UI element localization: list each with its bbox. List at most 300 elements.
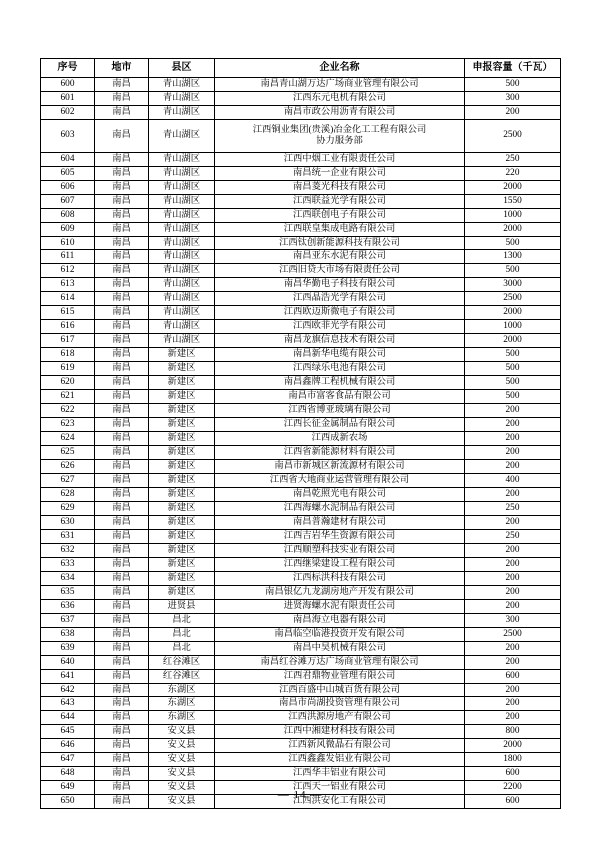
- cell-seq: 633: [41, 557, 95, 571]
- cell-city: 南昌: [95, 697, 149, 711]
- cell-seq: 639: [41, 641, 95, 655]
- cell-district: 新建区: [149, 543, 215, 557]
- cell-enterprise-name: 南昌菱光科技有限公司: [215, 180, 465, 194]
- cell-city: 南昌: [95, 739, 149, 753]
- cell-district: 新建区: [149, 571, 215, 585]
- table-row: [41, 180, 561, 194]
- cell-district: 青山湖区: [149, 105, 215, 119]
- cell-seq: 625: [41, 446, 95, 460]
- table-row: [41, 767, 561, 781]
- cell-district: 红谷滩区: [149, 669, 215, 683]
- table-row: [41, 348, 561, 362]
- table-row: [41, 119, 561, 152]
- column-header-city: 地市: [95, 59, 149, 78]
- cell-city: 南昌: [95, 725, 149, 739]
- cell-district: 昌北: [149, 627, 215, 641]
- cell-enterprise-name: 江西中湘建材科技有限公司: [215, 725, 465, 739]
- cell-seq: 615: [41, 306, 95, 320]
- cell-city: 南昌: [95, 77, 149, 91]
- cell-declared-capacity: 200: [465, 585, 561, 599]
- table-row: [41, 105, 561, 119]
- cell-city: 南昌: [95, 390, 149, 404]
- cell-district: 新建区: [149, 515, 215, 529]
- cell-district: 青山湖区: [149, 208, 215, 222]
- cell-district: 青山湖区: [149, 119, 215, 152]
- cell-declared-capacity: 200: [465, 683, 561, 697]
- cell-enterprise-name: 南昌普瀚建材有限公司: [215, 515, 465, 529]
- cell-district: 青山湖区: [149, 250, 215, 264]
- table-row: [41, 446, 561, 460]
- cell-seq: 610: [41, 236, 95, 250]
- cell-district: 新建区: [149, 446, 215, 460]
- cell-seq: 648: [41, 767, 95, 781]
- cell-seq: 650: [41, 795, 95, 809]
- cell-city: 南昌: [95, 781, 149, 795]
- cell-declared-capacity: 500: [465, 264, 561, 278]
- cell-seq: 645: [41, 725, 95, 739]
- cell-enterprise-name: 南昌市富客食品有限公司: [215, 390, 465, 404]
- cell-district: 青山湖区: [149, 264, 215, 278]
- cell-district: 安义县: [149, 795, 215, 809]
- cell-city: 南昌: [95, 119, 149, 152]
- cell-district: 新建区: [149, 432, 215, 446]
- cell-enterprise-name: 江西标洪科技有限公司: [215, 571, 465, 585]
- enterprise-capacity-table: [40, 58, 561, 809]
- cell-enterprise-name: 江西百盛中山城百货有限公司: [215, 683, 465, 697]
- cell-declared-capacity: 200: [465, 515, 561, 529]
- table-row: [41, 529, 561, 543]
- cell-declared-capacity: 300: [465, 91, 561, 105]
- table-row: [41, 250, 561, 264]
- cell-enterprise-name: 南昌新华电缆有限公司: [215, 348, 465, 362]
- cell-district: 新建区: [149, 348, 215, 362]
- cell-enterprise-name: 江西晶浩光学有限公司: [215, 292, 465, 306]
- cell-enterprise-name: 江西成新农场: [215, 432, 465, 446]
- cell-enterprise-name: 江西钛创新能源科技有限公司: [215, 236, 465, 250]
- cell-city: 南昌: [95, 627, 149, 641]
- cell-seq: 632: [41, 543, 95, 557]
- cell-seq: 618: [41, 348, 95, 362]
- cell-declared-capacity: 1300: [465, 250, 561, 264]
- cell-enterprise-name: 江西华丰铝业有限公司: [215, 767, 465, 781]
- cell-seq: 607: [41, 194, 95, 208]
- cell-enterprise-name: 南昌华勤电子科技有限公司: [215, 278, 465, 292]
- cell-city: 南昌: [95, 613, 149, 627]
- cell-district: 新建区: [149, 362, 215, 376]
- cell-seq: 623: [41, 418, 95, 432]
- cell-city: 南昌: [95, 320, 149, 334]
- cell-enterprise-name: 南昌红谷滩万达广场商业管理有限公司: [215, 655, 465, 669]
- cell-enterprise-name: 江西长征金属制品有限公司: [215, 418, 465, 432]
- table-row: [41, 460, 561, 474]
- table-row: [41, 194, 561, 208]
- cell-declared-capacity: 500: [465, 390, 561, 404]
- table-row: [41, 292, 561, 306]
- cell-declared-capacity: 1000: [465, 208, 561, 222]
- cell-district: 新建区: [149, 529, 215, 543]
- cell-district: 昌北: [149, 641, 215, 655]
- cell-district: 青山湖区: [149, 278, 215, 292]
- cell-district: 安义县: [149, 725, 215, 739]
- cell-seq: 643: [41, 697, 95, 711]
- column-header-capacity: 申报容量（千瓦）: [465, 59, 561, 78]
- cell-city: 南昌: [95, 767, 149, 781]
- cell-declared-capacity: 600: [465, 669, 561, 683]
- cell-enterprise-name: 江西洪源房地产有限公司: [215, 711, 465, 725]
- cell-city: 南昌: [95, 152, 149, 166]
- cell-district: 青山湖区: [149, 77, 215, 91]
- cell-declared-capacity: 200: [465, 571, 561, 585]
- cell-seq: 627: [41, 473, 95, 487]
- table-row: [41, 77, 561, 91]
- cell-declared-capacity: 200: [465, 105, 561, 119]
- table-row: [41, 306, 561, 320]
- cell-seq: 631: [41, 529, 95, 543]
- cell-declared-capacity: 200: [465, 557, 561, 571]
- cell-enterprise-name: 江西联皇集成电路有限公司: [215, 222, 465, 236]
- cell-declared-capacity: 250: [465, 501, 561, 515]
- cell-seq: 629: [41, 501, 95, 515]
- table-row: [41, 320, 561, 334]
- table-row: [41, 390, 561, 404]
- cell-city: 南昌: [95, 487, 149, 501]
- cell-declared-capacity: 500: [465, 348, 561, 362]
- cell-enterprise-name: 进贤海螺水泥有限责任公司: [215, 599, 465, 613]
- cell-seq: 646: [41, 739, 95, 753]
- cell-city: 南昌: [95, 362, 149, 376]
- cell-declared-capacity: 2000: [465, 739, 561, 753]
- cell-district: 新建区: [149, 404, 215, 418]
- cell-seq: 617: [41, 334, 95, 348]
- table-row: [41, 91, 561, 105]
- cell-seq: 606: [41, 180, 95, 194]
- cell-declared-capacity: 200: [465, 641, 561, 655]
- table-row: [41, 362, 561, 376]
- cell-declared-capacity: 200: [465, 432, 561, 446]
- table-row: [41, 571, 561, 585]
- cell-declared-capacity: 250: [465, 152, 561, 166]
- table-body: [41, 77, 561, 808]
- cell-seq: 619: [41, 362, 95, 376]
- cell-district: 新建区: [149, 418, 215, 432]
- cell-city: 南昌: [95, 105, 149, 119]
- cell-seq: 621: [41, 390, 95, 404]
- cell-city: 南昌: [95, 460, 149, 474]
- cell-seq: 604: [41, 152, 95, 166]
- table-row: [41, 236, 561, 250]
- cell-seq: 608: [41, 208, 95, 222]
- cell-city: 南昌: [95, 432, 149, 446]
- cell-district: 安义县: [149, 739, 215, 753]
- cell-enterprise-name: 江西顺塑科技实业有限公司: [215, 543, 465, 557]
- table-row: [41, 208, 561, 222]
- cell-declared-capacity: 200: [465, 460, 561, 474]
- cell-seq: 609: [41, 222, 95, 236]
- column-header-seq: 序号: [41, 59, 95, 78]
- cell-city: 南昌: [95, 683, 149, 697]
- cell-city: 南昌: [95, 585, 149, 599]
- cell-enterprise-name: 江西天一铝业有限公司: [215, 781, 465, 795]
- cell-city: 南昌: [95, 795, 149, 809]
- table-row: [41, 697, 561, 711]
- cell-district: 青山湖区: [149, 320, 215, 334]
- table-row: [41, 627, 561, 641]
- cell-declared-capacity: 200: [465, 711, 561, 725]
- table-row: [41, 152, 561, 166]
- enterprise-name-line-2: 协力服务部: [316, 135, 363, 146]
- cell-enterprise-name: 江西海螺水泥制品有限公司: [215, 501, 465, 515]
- table-row: [41, 404, 561, 418]
- table-row: [41, 753, 561, 767]
- cell-enterprise-name: 南昌市政公用沥青有限公司: [215, 105, 465, 119]
- cell-city: 南昌: [95, 599, 149, 613]
- cell-city: 南昌: [95, 515, 149, 529]
- table-row: [41, 711, 561, 725]
- cell-enterprise-name: 江西鑫鑫发铝业有限公司: [215, 753, 465, 767]
- cell-district: 青山湖区: [149, 236, 215, 250]
- cell-seq: 620: [41, 376, 95, 390]
- cell-district: 青山湖区: [149, 306, 215, 320]
- table-row: [41, 376, 561, 390]
- cell-district: 新建区: [149, 501, 215, 515]
- cell-district: 新建区: [149, 473, 215, 487]
- cell-city: 南昌: [95, 208, 149, 222]
- cell-seq: 612: [41, 264, 95, 278]
- cell-city: 南昌: [95, 711, 149, 725]
- cell-declared-capacity: 500: [465, 77, 561, 91]
- cell-enterprise-name: 南昌海立电器有限公司: [215, 613, 465, 627]
- cell-seq: 628: [41, 487, 95, 501]
- cell-city: 南昌: [95, 250, 149, 264]
- cell-district: 新建区: [149, 376, 215, 390]
- cell-city: 南昌: [95, 236, 149, 250]
- cell-city: 南昌: [95, 655, 149, 669]
- column-header-district: 县区: [149, 59, 215, 78]
- table-row: [41, 613, 561, 627]
- cell-enterprise-name: 南昌鑫牌工程机械有限公司: [215, 376, 465, 390]
- cell-district: 青山湖区: [149, 292, 215, 306]
- cell-seq: 644: [41, 711, 95, 725]
- table-row: [41, 655, 561, 669]
- cell-enterprise-name: 江西省博亚玻璃有限公司: [215, 404, 465, 418]
- cell-seq: 614: [41, 292, 95, 306]
- cell-enterprise-name: 江西继梁建设工程有限公司: [215, 557, 465, 571]
- table-header-row: [41, 59, 561, 78]
- cell-city: 南昌: [95, 278, 149, 292]
- cell-declared-capacity: 2500: [465, 119, 561, 152]
- cell-seq: 622: [41, 404, 95, 418]
- cell-declared-capacity: 2500: [465, 627, 561, 641]
- cell-seq: 638: [41, 627, 95, 641]
- cell-city: 南昌: [95, 557, 149, 571]
- cell-enterprise-name: [215, 119, 465, 152]
- table-row: [41, 515, 561, 529]
- cell-city: 南昌: [95, 194, 149, 208]
- page-footer: — 14 —: [277, 789, 323, 801]
- cell-district: 昌北: [149, 613, 215, 627]
- cell-district: 青山湖区: [149, 166, 215, 180]
- cell-district: 东湖区: [149, 711, 215, 725]
- cell-city: 南昌: [95, 292, 149, 306]
- cell-enterprise-name: 江西洪安化工有限公司: [215, 795, 465, 809]
- cell-seq: 605: [41, 166, 95, 180]
- column-header-name: 企业名称: [215, 59, 465, 78]
- cell-city: 南昌: [95, 306, 149, 320]
- table-row: [41, 669, 561, 683]
- cell-declared-capacity: 2200: [465, 781, 561, 795]
- cell-enterprise-name: 南昌银亿九龙湖房地产开发有限公司: [215, 585, 465, 599]
- cell-seq: 626: [41, 460, 95, 474]
- cell-seq: 602: [41, 105, 95, 119]
- cell-seq: 613: [41, 278, 95, 292]
- cell-district: 青山湖区: [149, 152, 215, 166]
- cell-enterprise-name: 江西省新能源材料有限公司: [215, 446, 465, 460]
- cell-declared-capacity: 200: [465, 599, 561, 613]
- cell-city: 南昌: [95, 180, 149, 194]
- cell-enterprise-name: 江西中烟工业有限责任公司: [215, 152, 465, 166]
- cell-enterprise-name: 南昌市尚湖投资管理有限公司: [215, 697, 465, 711]
- cell-seq: 649: [41, 781, 95, 795]
- cell-district: 安义县: [149, 781, 215, 795]
- cell-seq: 601: [41, 91, 95, 105]
- cell-district: 青山湖区: [149, 91, 215, 105]
- cell-city: 南昌: [95, 264, 149, 278]
- cell-declared-capacity: 1550: [465, 194, 561, 208]
- cell-declared-capacity: 2000: [465, 222, 561, 236]
- cell-district: 安义县: [149, 767, 215, 781]
- cell-city: 南昌: [95, 91, 149, 105]
- table-row: [41, 487, 561, 501]
- cell-city: 南昌: [95, 418, 149, 432]
- cell-declared-capacity: 2500: [465, 292, 561, 306]
- cell-seq: 636: [41, 599, 95, 613]
- table-row: [41, 557, 561, 571]
- cell-district: 东湖区: [149, 683, 215, 697]
- cell-seq: 624: [41, 432, 95, 446]
- cell-declared-capacity: 3000: [465, 278, 561, 292]
- cell-city: 南昌: [95, 222, 149, 236]
- cell-seq: 600: [41, 77, 95, 91]
- cell-district: 青山湖区: [149, 222, 215, 236]
- cell-enterprise-name: 江西新风微晶石有限公司: [215, 739, 465, 753]
- table-row: [41, 334, 561, 348]
- cell-district: 安义县: [149, 753, 215, 767]
- cell-declared-capacity: 500: [465, 362, 561, 376]
- cell-declared-capacity: 200: [465, 487, 561, 501]
- cell-declared-capacity: 400: [465, 473, 561, 487]
- cell-declared-capacity: 200: [465, 404, 561, 418]
- cell-seq: 640: [41, 655, 95, 669]
- cell-declared-capacity: 500: [465, 236, 561, 250]
- cell-city: 南昌: [95, 501, 149, 515]
- table-row: [41, 725, 561, 739]
- cell-district: 新建区: [149, 390, 215, 404]
- table-row: [41, 641, 561, 655]
- cell-declared-capacity: 200: [465, 697, 561, 711]
- cell-seq: 611: [41, 250, 95, 264]
- cell-declared-capacity: 200: [465, 418, 561, 432]
- table-row: [41, 418, 561, 432]
- table-row: [41, 683, 561, 697]
- cell-enterprise-name: 南昌统一企业有限公司: [215, 166, 465, 180]
- table-row: [41, 222, 561, 236]
- cell-enterprise-name: 南昌亚东水泥有限公司: [215, 250, 465, 264]
- cell-declared-capacity: 200: [465, 543, 561, 557]
- cell-enterprise-name: 南昌龙旗信息技术有限公司: [215, 334, 465, 348]
- cell-enterprise-name: 南昌乾照光电有限公司: [215, 487, 465, 501]
- cell-city: 南昌: [95, 571, 149, 585]
- cell-district: 青山湖区: [149, 194, 215, 208]
- cell-declared-capacity: 2000: [465, 306, 561, 320]
- cell-enterprise-name: 江西君鼎物业管理有限公司: [215, 669, 465, 683]
- table-row: [41, 585, 561, 599]
- cell-enterprise-name: 南昌临空临港投资开发有限公司: [215, 627, 465, 641]
- cell-declared-capacity: 1000: [465, 320, 561, 334]
- table-row: [41, 278, 561, 292]
- cell-district: 青山湖区: [149, 334, 215, 348]
- cell-city: 南昌: [95, 473, 149, 487]
- cell-district: 进贤县: [149, 599, 215, 613]
- cell-city: 南昌: [95, 529, 149, 543]
- cell-declared-capacity: 600: [465, 795, 561, 809]
- cell-declared-capacity: 800: [465, 725, 561, 739]
- cell-enterprise-name: 江西旧贷大市场有限责任公司: [215, 264, 465, 278]
- cell-city: 南昌: [95, 641, 149, 655]
- cell-seq: 642: [41, 683, 95, 697]
- cell-declared-capacity: 200: [465, 655, 561, 669]
- table-row: [41, 432, 561, 446]
- cell-seq: 641: [41, 669, 95, 683]
- cell-enterprise-name: 江西欧菲光学有限公司: [215, 320, 465, 334]
- cell-seq: 634: [41, 571, 95, 585]
- cell-city: 南昌: [95, 348, 149, 362]
- cell-declared-capacity: 250: [465, 529, 561, 543]
- cell-city: 南昌: [95, 543, 149, 557]
- cell-declared-capacity: 200: [465, 446, 561, 460]
- table-row: [41, 473, 561, 487]
- cell-enterprise-name: 江西绿乐电池有限公司: [215, 362, 465, 376]
- table-row: [41, 739, 561, 753]
- cell-declared-capacity: 2000: [465, 334, 561, 348]
- table-row: [41, 501, 561, 515]
- cell-city: 南昌: [95, 166, 149, 180]
- cell-declared-capacity: 600: [465, 767, 561, 781]
- cell-district: 新建区: [149, 460, 215, 474]
- cell-seq: 635: [41, 585, 95, 599]
- cell-enterprise-name: 江西联益光学有限公司: [215, 194, 465, 208]
- cell-city: 南昌: [95, 753, 149, 767]
- cell-city: 南昌: [95, 334, 149, 348]
- cell-declared-capacity: 2000: [465, 180, 561, 194]
- cell-seq: 647: [41, 753, 95, 767]
- cell-district: 东湖区: [149, 697, 215, 711]
- cell-seq: 603: [41, 119, 95, 152]
- cell-enterprise-name: 南昌市新城区新流源材有限公司: [215, 460, 465, 474]
- cell-declared-capacity: 220: [465, 166, 561, 180]
- cell-enterprise-name: 江西东元电机有限公司: [215, 91, 465, 105]
- cell-district: 新建区: [149, 557, 215, 571]
- cell-district: 新建区: [149, 487, 215, 501]
- table-row: [41, 543, 561, 557]
- cell-district: 红谷滩区: [149, 655, 215, 669]
- table-row: [41, 599, 561, 613]
- cell-city: 南昌: [95, 446, 149, 460]
- cell-city: 南昌: [95, 376, 149, 390]
- enterprise-name-line-1: 江西铜业集团(贵溪)冶金化工工程有限公司: [252, 124, 427, 135]
- cell-enterprise-name: 江西联创电子有限公司: [215, 208, 465, 222]
- cell-seq: 630: [41, 515, 95, 529]
- cell-district: 青山湖区: [149, 180, 215, 194]
